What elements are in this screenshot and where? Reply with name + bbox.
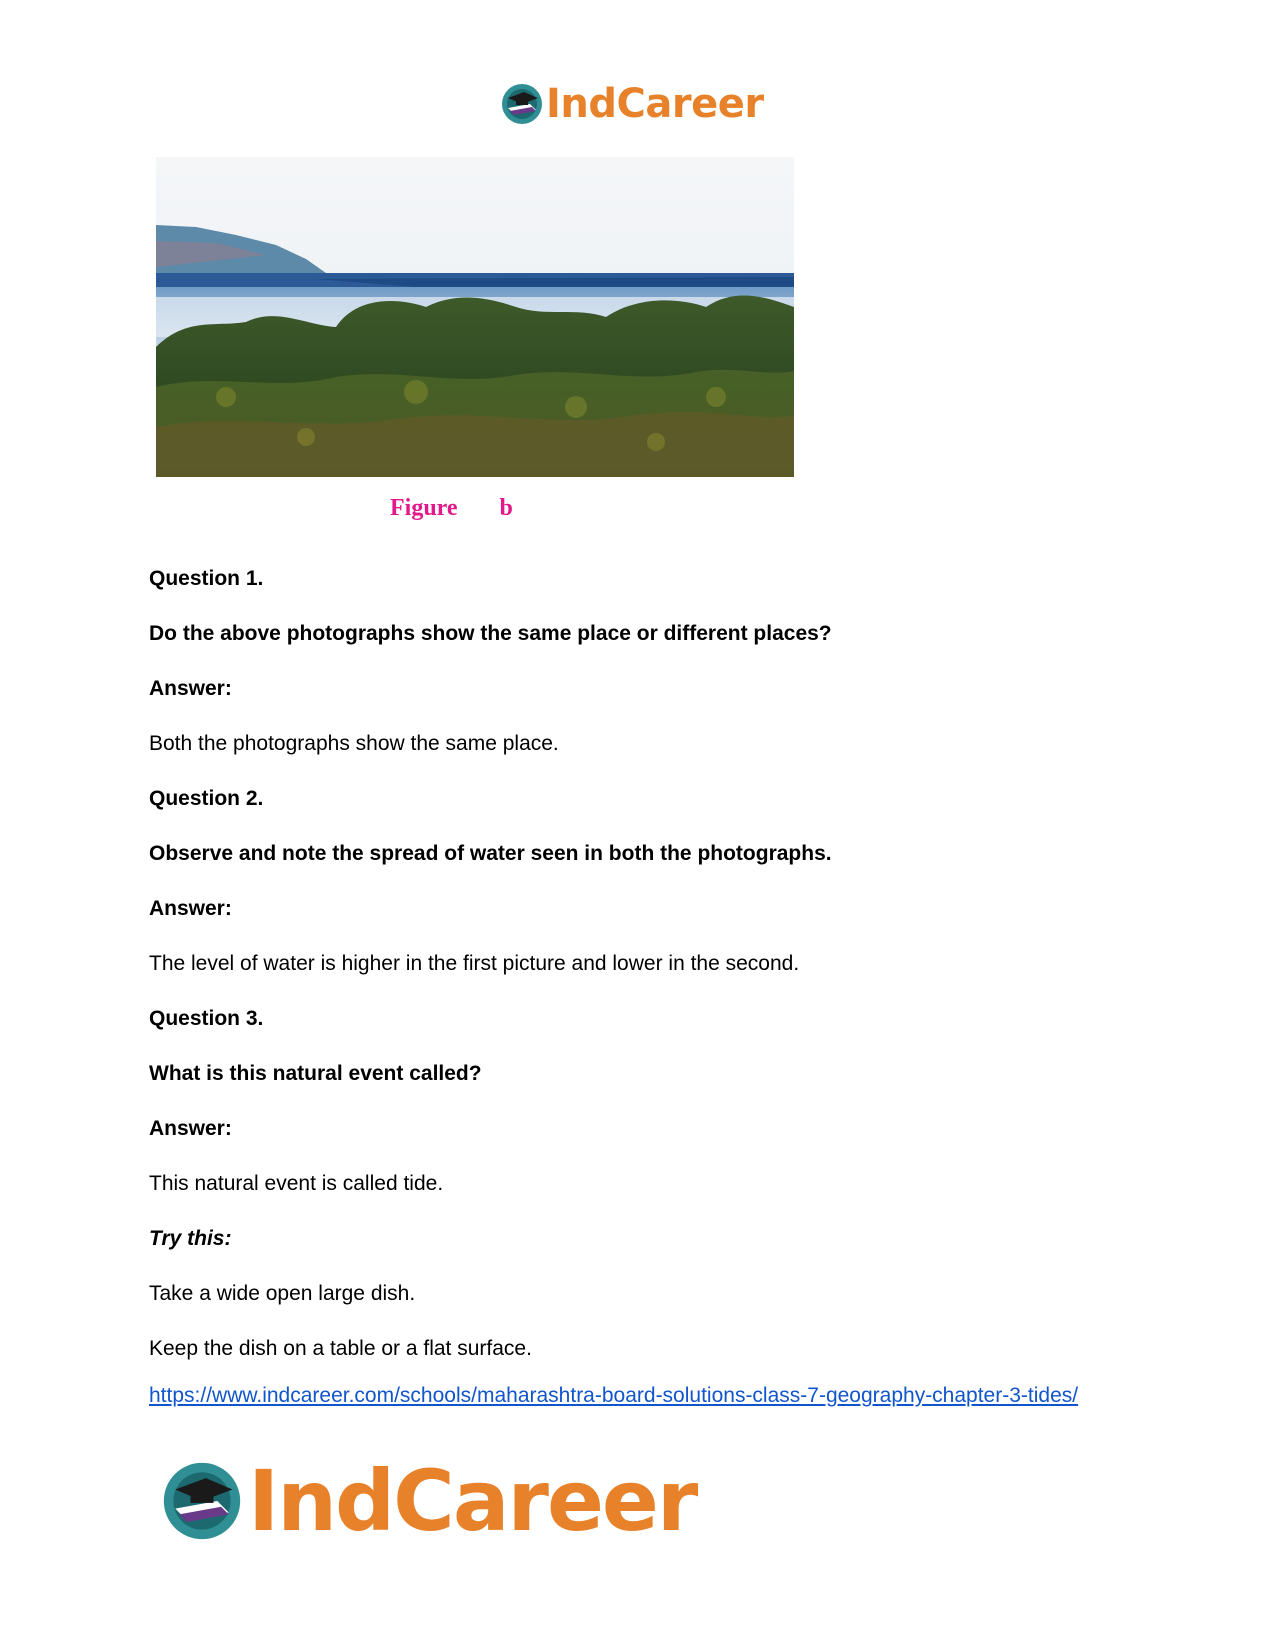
answer-text: The level of water is higher in the first picture and lower in the second.: [149, 952, 800, 975]
graduation-cap-book-icon: [500, 82, 544, 126]
graduation-cap-book-icon: [160, 1459, 244, 1543]
header-logo: [500, 76, 764, 132]
figure-caption: [390, 495, 513, 522]
question-text: What is this natural event called?: [149, 1062, 482, 1085]
question-label: Question 3.: [149, 1007, 264, 1030]
question-label: Question 2.: [149, 787, 264, 810]
figure-caption-letter: b: [499, 495, 513, 521]
answer-label: Answer:: [149, 1117, 232, 1140]
answer-text: Both the photographs show the same place.: [149, 732, 559, 755]
figure-caption-word: Figure: [390, 495, 458, 521]
question-text: Do the above photographs show the same place or different places?: [149, 622, 832, 645]
logo-text: IndCareer: [248, 1452, 697, 1550]
source-link[interactable]: https://www.indcareer.com/schools/maharashtra-board-solutions-class-7-geography-chapter-3-tides/: [149, 1384, 1079, 1407]
try-this-heading: Try this:: [149, 1227, 232, 1250]
question-label: Question 1.: [149, 567, 264, 590]
answer-text: This natural event is called tide.: [149, 1172, 444, 1195]
answer-label: Answer:: [149, 677, 232, 700]
try-this-step: Take a wide open large dish.: [149, 1282, 416, 1305]
question-text: Observe and note the spread of water seen in both the photographs.: [149, 842, 832, 865]
try-this-step: Keep the dish on a table or a flat surface.: [149, 1337, 532, 1360]
mangrove-photo: [156, 157, 794, 477]
answer-label: Answer:: [149, 897, 232, 920]
logo-text: IndCareer: [546, 81, 764, 127]
footer-logo: [160, 1452, 697, 1550]
